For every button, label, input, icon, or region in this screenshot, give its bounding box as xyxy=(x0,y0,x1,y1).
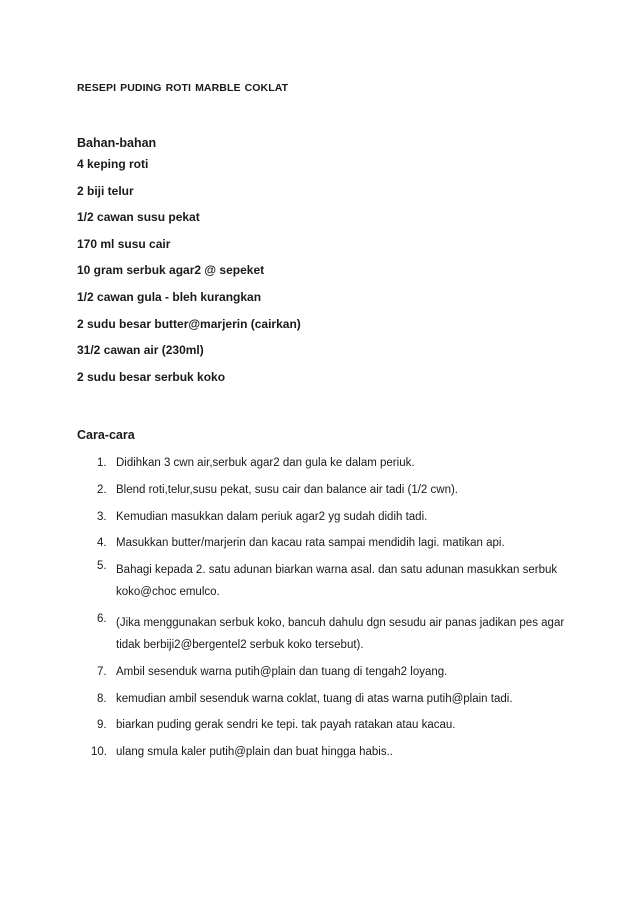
step-item xyxy=(97,665,567,679)
ingredient-item: 2 sudu besar serbuk koko xyxy=(77,369,226,384)
step-text: Bahagi kepada 2. satu adunan biarkan warna asal. dan satu adunan masukkan serbuk koko@choc emulco. xyxy=(116,564,558,599)
ingredients-heading: Bahan-bahan xyxy=(77,136,157,150)
step-item xyxy=(97,483,567,497)
step-text: Didihkan 3 cwn air,serbuk agar2 dan gula ke dalam periuk. xyxy=(116,457,415,469)
step-text: ulang smula kaler putih@plain dan buat hingga habis.. xyxy=(116,746,393,759)
step-item xyxy=(97,536,567,550)
step-text: Kemudian masukkan dalam periuk agar2 yg sudah didih tadi. xyxy=(116,510,428,523)
step-number: 4. xyxy=(97,537,107,550)
ingredients-list xyxy=(77,157,301,396)
step-item xyxy=(97,718,567,732)
step-number: 9. xyxy=(97,719,107,732)
step-item xyxy=(91,745,567,759)
step-text: Ambil sesenduk warna putih@plain dan tuang di tengah2 loyang. xyxy=(116,665,448,678)
ingredient-item: 1/2 cawan susu pekat xyxy=(77,210,200,225)
step-item xyxy=(97,510,567,524)
ingredient-item: 170 ml susu cair xyxy=(77,236,171,251)
step-text: Blend roti,telur,susu pekat, susu cair dan balance air tadi (1/2 cwn). xyxy=(116,483,458,496)
step-text: kemudian ambil sesenduk warna coklat, tuang di atas warna putih@plain tadi. xyxy=(116,692,513,705)
step-number: 10. xyxy=(91,746,107,759)
step-number: 1. xyxy=(97,457,107,469)
step-number: 8. xyxy=(97,692,107,705)
ingredient-item: 31/2 cawan air (230ml) xyxy=(77,343,204,358)
step-number: 6. xyxy=(97,612,107,625)
ingredient-item: 4 keping roti xyxy=(77,157,149,171)
step-text: Masukkan butter/marjerin dan kacau rata sampai mendidih lagi. matikan api. xyxy=(116,537,505,550)
ingredient-item: 2 biji telur xyxy=(77,183,134,198)
step-item xyxy=(97,559,567,603)
step-item xyxy=(97,692,567,706)
ingredient-item: 2 sudu besar butter@marjerin (cairkan) xyxy=(77,316,301,331)
step-number: 7. xyxy=(97,665,107,678)
step-item xyxy=(97,456,567,470)
step-item xyxy=(97,612,567,656)
recipe-title: RESEPI PUDING ROTI MARBLE COKLAT xyxy=(77,82,289,94)
step-number: 5. xyxy=(97,560,107,573)
ingredient-item: 10 gram serbuk agar2 @ sepeket xyxy=(77,263,265,278)
step-number: 2. xyxy=(97,483,107,496)
ingredient-item: 1/2 cawan gula - bleh kurangkan xyxy=(77,289,262,304)
step-text: biarkan puding gerak sendri ke tepi. tak payah ratakan atau kacau. xyxy=(116,719,456,732)
step-text: (Jika menggunakan serbuk koko, bancuh dahulu dgn sesudu air panas jadikan pes agar tidak berbiji2@bergentel2 serbuk koko tersebut). xyxy=(116,616,565,651)
steps-heading: Cara-cara xyxy=(77,428,135,442)
steps-list xyxy=(91,456,567,772)
step-number: 3. xyxy=(97,510,107,523)
